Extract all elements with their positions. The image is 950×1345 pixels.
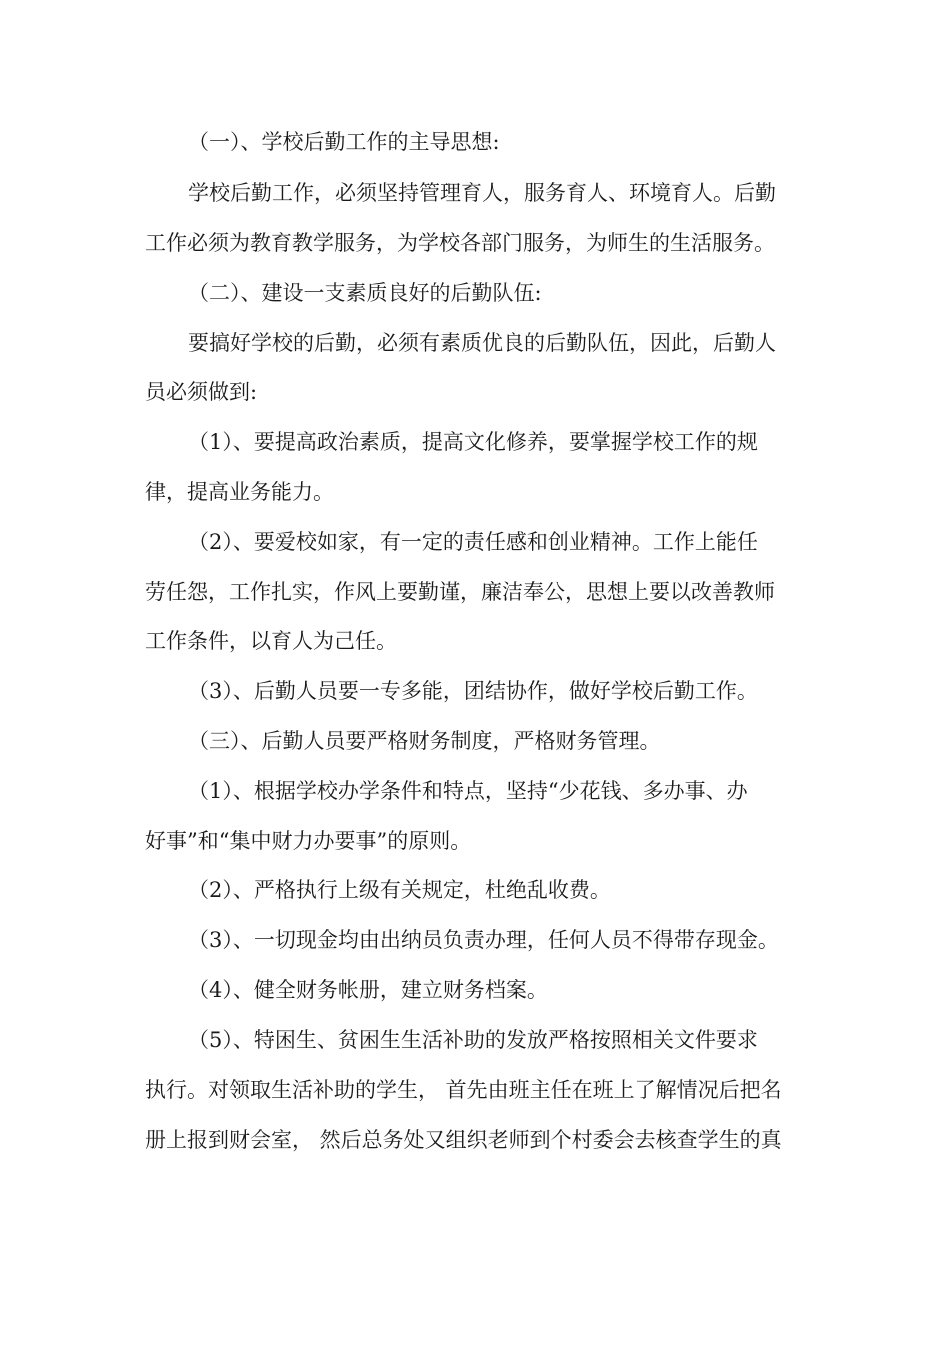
list-item-line: （3）、一切现金均由出纳员负责办理，任何人员不得带存现金。 bbox=[188, 928, 779, 952]
paragraph-line: 要搞好学校的后勤，必须有素质优良的后勤队伍，因此，后勤人 bbox=[188, 331, 776, 355]
list-item-line: （5）、特困生、贫困生生活补助的发放严格按照相关文件要求 bbox=[188, 1028, 758, 1052]
list-item-line: 工作条件，以育人为己任。 bbox=[145, 629, 397, 653]
list-item-line: （1）、根据学校办学条件和特点，坚持“少花钱、多办事、办 bbox=[188, 779, 748, 803]
list-item-line: 劳任怨，工作扎实，作风上要勤谨，廉洁奉公，思想上要以改善教师 bbox=[145, 580, 775, 604]
list-item-line: （1）、要提高政治素质，提高文化修养，要掌握学校工作的规 bbox=[188, 430, 758, 454]
heading-2: （二）、建设一支素质良好的后勤队伍: bbox=[188, 281, 542, 305]
list-item-line: （2）、要爱校如家，有一定的责任感和创业精神。工作上能任 bbox=[188, 530, 758, 554]
heading-1: （一）、学校后勤工作的主导思想: bbox=[188, 130, 500, 154]
list-item-line: 执行。对领取生活补助的学生， 首先由班主任在班上了解情况后把名 bbox=[145, 1078, 782, 1102]
list-item-line: 册上报到财会室， 然后总务处又组织老师到个村委会去核查学生的真 bbox=[145, 1128, 782, 1152]
list-item-line: 律，提高业务能力。 bbox=[145, 480, 334, 504]
list-item-line: （3）、后勤人员要一专多能，团结协作，做好学校后勤工作。 bbox=[188, 679, 758, 703]
heading-3: （三）、后勤人员要严格财务制度，严格财务管理。 bbox=[188, 729, 661, 753]
paragraph-line: 工作必须为教育教学服务，为学校各部门服务，为师生的生活服务。 bbox=[145, 231, 775, 255]
list-item-line: 好事”和“集中财力办要事”的原则。 bbox=[145, 829, 472, 853]
paragraph-line: 学校后勤工作，必须坚持管理育人，服务育人、环境育人。后勤 bbox=[188, 181, 776, 205]
list-item-line: （2）、严格执行上级有关规定，杜绝乱收费。 bbox=[188, 878, 611, 902]
paragraph-line: 员必须做到: bbox=[145, 380, 258, 404]
list-item-line: （4）、健全财务帐册，建立财务档案。 bbox=[188, 978, 548, 1002]
